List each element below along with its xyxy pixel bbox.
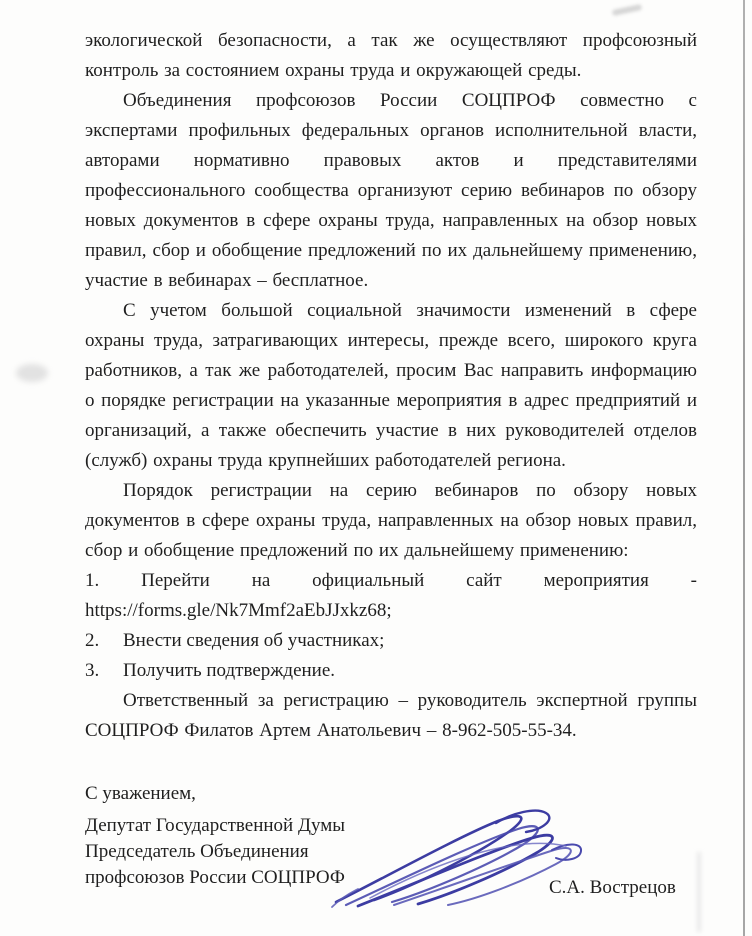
closing-block xyxy=(85,778,697,891)
body-paragraph: Объединения профсоюзов России СОЦПРОФ совместно с экспертами профильных федеральных органов исполнительной власти, авторами нормативно правовых актов и представителями профессионального сообщества организуют серию вебинаров по обзору новых документов в сфере охраны труда, направленных на обзор новых правил, сбор и обобщение предложений по их дальнейшему применению, участие в вебинарах – бесплатное. xyxy=(85,90,697,291)
registration-url: https://forms.gle/Nk7Mmf2aEbJJxkz68; xyxy=(85,600,392,621)
scan-edge-artifact xyxy=(743,0,745,936)
signer-title-line: Депутат Государственной Думы xyxy=(85,815,345,836)
list-item xyxy=(85,566,697,596)
body-paragraph: С учетом большой социальной значимости изменений в сфере охраны труда, затрагивающих интересы, прежде всего, широкого круга работников, а так же работодателей, просим Вас направить информацию о порядке регистрации на указанные мероприятия в адрес предприятий и организаций, а также обеспечить участие в них руководителей отделов (служб) охраны труда крупнейших работодателей региона. xyxy=(85,300,697,471)
list-item-text: Перейти на официальный сайт мероприятия - xyxy=(141,570,697,591)
scan-smudge xyxy=(612,4,643,16)
list-item-number: 2. xyxy=(85,630,100,651)
list-item-number: 1. xyxy=(85,570,100,591)
signer-title-line: Председатель Объединения xyxy=(85,841,309,862)
salutation: С уважением, xyxy=(85,783,196,804)
list-item-text: Внести сведения об участниках; xyxy=(123,630,385,651)
body-paragraph: Порядок регистрации на серию вебинаров по обзору новых документов в сфере охраны труда, направленных на обзор новых правил, сбор и обобщение предложений по их дальнейшему применению: xyxy=(85,480,697,561)
letter-body xyxy=(85,26,697,891)
scan-smudge xyxy=(16,364,48,382)
list-item-number: 3. xyxy=(85,660,100,681)
scan-smudge xyxy=(697,852,701,932)
signer-name: С.А. Вострецов xyxy=(549,877,676,898)
signer-title-line: профсоюзов России СОЦПРОФ xyxy=(85,867,345,888)
body-paragraph: экологической безопасности, а так же осуществляют профсоюзный контроль за состоянием охраны труда и окружающей среды. xyxy=(85,30,697,81)
list-item xyxy=(85,626,697,656)
contact-paragraph: Ответственный за регистрацию – руководитель экспертной группы СОЦПРОФ Филатов Артем Анатольевич – 8-962-505-55-34. xyxy=(85,690,697,741)
list-item xyxy=(85,656,697,686)
list-item-text: Получить подтверждение. xyxy=(123,660,336,681)
